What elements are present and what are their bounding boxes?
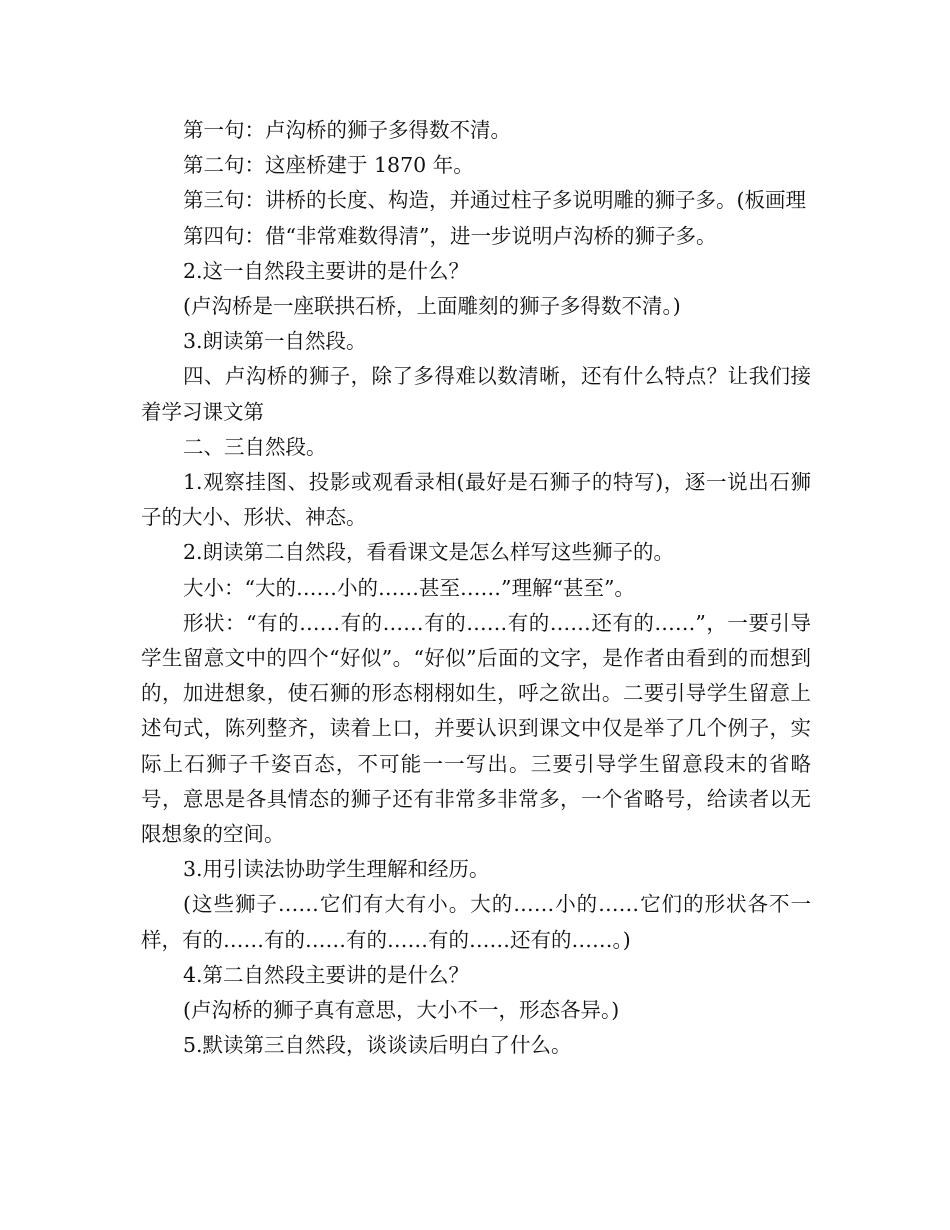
paragraph-9: 二、三自然段。 <box>183 434 327 459</box>
paragraph-6: (卢沟桥是一座联拱石桥，上面雕刻的狮子多得数不清。) <box>183 294 681 319</box>
paragraph-16: 4.第二自然段主要讲的是什么？ <box>183 962 470 987</box>
paragraph-8: 四、卢沟桥的狮子，除了多得难以数清晰，还有什么特点？让我们接着学习课文第 <box>141 364 811 424</box>
paragraph-11: 2.朗读第二自然段，看看课文是怎么样写这些狮子的。 <box>183 540 675 565</box>
paragraph-15: (这些狮子……它们有大有小。大的……小的……它们的形状各不一样，有的……有的……有的……有的……还有的……。) <box>141 892 811 952</box>
document-body <box>141 113 811 1063</box>
paragraph-4: 第四句：借“非常难数得清”，进一步说明卢沟桥的狮子多。 <box>183 223 717 248</box>
paragraph-13: 形状：“有的……有的……有的……有的……还有的……”，一要引导学生留意文中的四个“好似”。“好似”后面的文字，是作者由看到的而想到的，加进想象，使石狮的形态栩栩如生，呼之欲出。二要引导学生留意上述句式，陈列整齐，读着上口，并要认识到课文中仅是举了几个例子，实际上石狮子千姿百态，不可能一一写出。三要引导学生留意段末的省略号，意思是各具情态的狮子还有非常多非常多，一个省略号，给读者以无限想象的空间。 <box>141 610 811 847</box>
paragraph-5: 2.这一自然段主要讲的是什么？ <box>183 258 470 283</box>
paragraph-1: 第一句：卢沟桥的狮子多得数不清。 <box>183 118 511 142</box>
paragraph-7: 3.朗读第一自然段。 <box>183 329 367 354</box>
paragraph-3: 第三句：讲桥的长度、构造，并通过柱子多说明雕的狮子多。(板画理 <box>183 188 806 213</box>
paragraph-18: 5.默读第三自然段，谈谈读后明白了什么。 <box>183 1033 572 1058</box>
paragraph-17: (卢沟桥的狮子真有意思，大小不一，形态各异。) <box>183 998 620 1023</box>
paragraph-10: 1.观察挂图、投影或观看录相(最好是石狮子的特写)，逐一说出石狮子的大小、形状、神态。 <box>141 470 811 530</box>
paragraph-12: 大小：“大的……小的……甚至……”理解“甚至”。 <box>183 575 635 600</box>
paragraph-14: 3.用引读法协助学生理解和经历。 <box>183 857 490 882</box>
paragraph-2: 第二句：这座桥建于 1870 年。 <box>183 153 474 178</box>
